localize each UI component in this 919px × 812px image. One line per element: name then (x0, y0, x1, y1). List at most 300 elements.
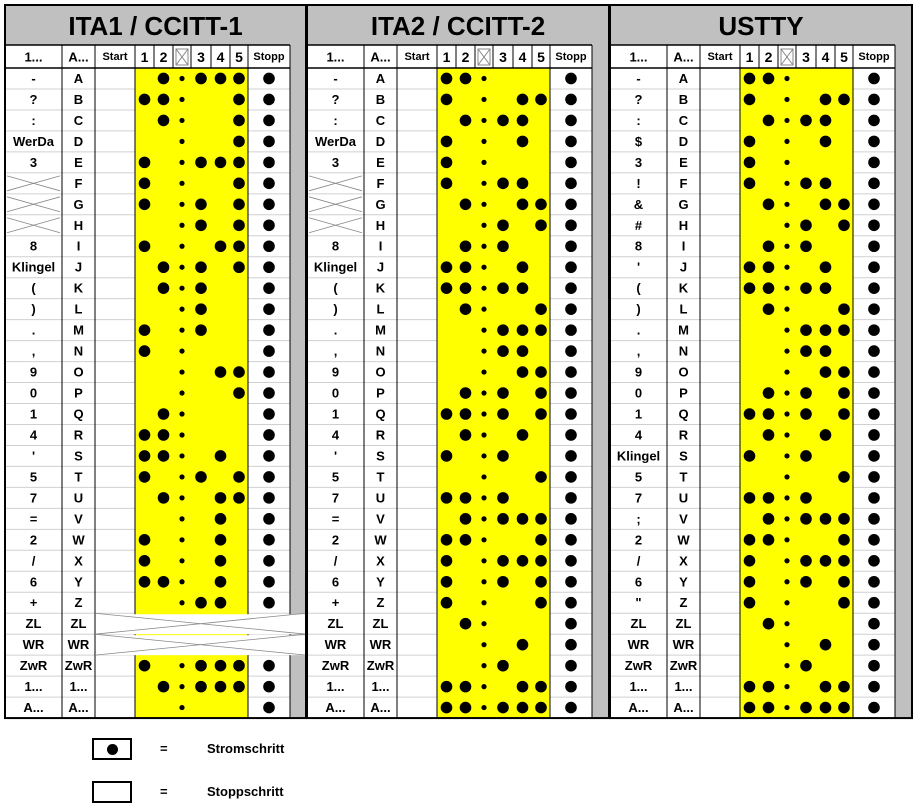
mark-hole (139, 324, 151, 336)
table-title: ITA1 / CCITT-1 (68, 11, 243, 41)
mark-hole (535, 597, 547, 609)
feed-hole (784, 181, 789, 186)
mark-hole (195, 199, 207, 211)
mark-hole (800, 702, 812, 714)
feed-hole (784, 286, 789, 291)
legend-empty-box (92, 781, 132, 803)
figure-char: : (636, 112, 641, 128)
stop-hole (565, 303, 577, 315)
mark-hole (820, 345, 832, 357)
mark-hole (497, 282, 509, 294)
feed-hole (784, 139, 789, 144)
stop-hole (868, 136, 880, 148)
figure-char: 1... (629, 679, 648, 695)
feed-hole (481, 705, 486, 710)
mark-hole (838, 702, 850, 714)
mark-hole (233, 681, 245, 693)
letter-char: ZL (70, 616, 87, 632)
bits-column (437, 68, 550, 718)
mark-hole (139, 534, 151, 546)
stop-hole (263, 576, 275, 588)
figure-char: , (31, 343, 36, 359)
stop-hole (565, 199, 577, 211)
figure-char: 0 (634, 385, 643, 401)
mark-hole (497, 115, 509, 127)
figure-char: 6 (634, 574, 643, 590)
feed-hole (784, 369, 789, 374)
stop-hole (565, 387, 577, 399)
mark-hole (800, 115, 812, 127)
letter-char: O (375, 364, 386, 380)
legend-equals: = (160, 784, 168, 799)
feed-hole (481, 139, 486, 144)
letter-char: J (376, 259, 385, 275)
figure-char: 5 (331, 469, 340, 485)
figure-char: , (636, 343, 641, 359)
stop-hole (868, 366, 880, 378)
feed-hole (784, 348, 789, 353)
feed-hole (481, 76, 486, 81)
mark-hole (744, 555, 756, 567)
letter-char: R (678, 427, 689, 443)
mark-hole (158, 576, 170, 588)
stop-hole (263, 240, 275, 252)
mark-hole (763, 282, 775, 294)
mark-hole (441, 261, 453, 273)
stop-hole (263, 345, 275, 357)
mark-hole (441, 94, 453, 106)
letter-char: I (681, 238, 686, 254)
mark-hole (535, 471, 547, 483)
code-table-2 (307, 5, 609, 718)
letter-char: D (375, 133, 386, 149)
mark-hole (820, 282, 832, 294)
letter-char: A (375, 70, 386, 86)
figure-char: & (633, 196, 644, 212)
feed-hole (784, 307, 789, 312)
header-stop: Stopp (555, 51, 587, 63)
figure-char: ) (31, 301, 36, 317)
figure-char: : (333, 112, 338, 128)
figure-char: ZwR (624, 658, 653, 674)
stop-hole (263, 429, 275, 441)
mark-hole (158, 450, 170, 462)
letter-char: C (73, 112, 84, 128)
mark-hole (535, 513, 547, 525)
stop-hole (868, 345, 880, 357)
table-side-bar (592, 45, 609, 718)
feed-hole (179, 537, 184, 542)
figure-char: 8 (331, 238, 340, 254)
mark-hole (215, 492, 227, 504)
stop-hole (868, 534, 880, 546)
stop-hole (263, 492, 275, 504)
letter-char: S (74, 448, 83, 464)
figure-char: 9 (29, 364, 38, 380)
letter-char: T (376, 469, 385, 485)
mark-hole (158, 94, 170, 106)
feed-hole (481, 474, 486, 479)
stop-hole (565, 555, 577, 567)
letter-char: ZwR (366, 658, 395, 674)
mark-hole (215, 597, 227, 609)
mark-hole (820, 681, 832, 693)
feed-hole (784, 579, 789, 584)
mark-hole (535, 681, 547, 693)
stop-hole (263, 324, 275, 336)
stop-hole (868, 324, 880, 336)
stop-hole (565, 702, 577, 714)
feed-hole (784, 160, 789, 165)
mark-hole (800, 555, 812, 567)
stop-hole (565, 136, 577, 148)
header-letters: A... (370, 49, 391, 65)
mark-hole (497, 576, 509, 588)
letter-char: WR (67, 637, 90, 653)
header-figures: 1... (326, 49, 345, 65)
letter-char: R (73, 427, 84, 443)
header-bit-2: 2 (461, 49, 470, 65)
mark-hole (233, 94, 245, 106)
mark-hole (820, 261, 832, 273)
mark-hole (195, 660, 207, 672)
figure-char: ZwR (321, 658, 350, 674)
stop-hole (263, 471, 275, 483)
mark-hole (838, 303, 850, 315)
figure-char: Klingel (616, 448, 661, 464)
feed-hole (481, 390, 486, 395)
feed-hole (481, 411, 486, 416)
letter-char: Q (73, 406, 84, 422)
feed-hole (481, 600, 486, 605)
mark-hole (517, 555, 529, 567)
mark-hole (139, 450, 151, 462)
mark-hole (800, 178, 812, 190)
mark-hole (215, 240, 227, 252)
stop-hole (868, 387, 880, 399)
mark-hole (460, 513, 472, 525)
mark-hole (441, 597, 453, 609)
letter-char: W (374, 532, 387, 548)
letter-char: K (73, 280, 84, 296)
stop-hole (868, 240, 880, 252)
mark-hole (441, 408, 453, 420)
letter-char: T (74, 469, 83, 485)
mark-hole (139, 240, 151, 252)
figure-char: 1 (29, 406, 38, 422)
letter-char: WR (672, 637, 695, 653)
header-bit-5: 5 (537, 49, 545, 65)
figure-char: 3 (29, 154, 38, 170)
feed-hole (481, 265, 486, 270)
stop-hole (868, 513, 880, 525)
stop-hole (565, 534, 577, 546)
stop-hole (565, 471, 577, 483)
mark-hole (800, 408, 812, 420)
mark-hole (744, 282, 756, 294)
mark-hole (460, 73, 472, 85)
letter-char: N (678, 343, 689, 359)
figure-char: ( (333, 280, 338, 296)
mark-hole (441, 178, 453, 190)
mark-hole (763, 240, 775, 252)
feed-hole (481, 432, 486, 437)
mark-hole (441, 157, 453, 169)
feed-hole (784, 432, 789, 437)
mark-hole (517, 513, 529, 525)
figure-char: ! (636, 175, 641, 191)
feed-hole (784, 223, 789, 228)
header-bit-2: 2 (764, 49, 773, 65)
feed-hole (481, 223, 486, 228)
stop-hole (565, 261, 577, 273)
mark-hole (215, 73, 227, 85)
mark-hole (497, 513, 509, 525)
letter-char: X (679, 553, 688, 569)
feed-hole (179, 307, 184, 312)
letter-char: Z (376, 595, 385, 611)
mark-hole (763, 261, 775, 273)
stop-hole (263, 387, 275, 399)
figure-char: Klingel (11, 259, 56, 275)
figure-char: ) (636, 301, 641, 317)
letter-char: X (74, 553, 83, 569)
mark-hole (820, 178, 832, 190)
mark-hole (497, 219, 509, 231)
letter-char: A... (68, 700, 89, 716)
mark-hole (838, 94, 850, 106)
stop-hole (868, 555, 880, 567)
stop-hole (868, 429, 880, 441)
mark-hole (800, 345, 812, 357)
figure-char: 2 (634, 532, 643, 548)
mark-hole (517, 178, 529, 190)
mark-hole (838, 597, 850, 609)
stop-hole (565, 178, 577, 190)
letter-char: O (73, 364, 84, 380)
code-row (26, 613, 306, 634)
letter-char: C (375, 112, 386, 128)
stop-hole (565, 618, 577, 630)
stop-hole (868, 73, 880, 85)
letter-char: B (73, 91, 84, 107)
figure-char: Klingel (313, 259, 358, 275)
letter-char: G (73, 196, 84, 212)
feed-hole (784, 97, 789, 102)
header-bit-5: 5 (840, 49, 848, 65)
feed-hole (481, 663, 486, 668)
stop-hole (263, 282, 275, 294)
mark-hole (744, 576, 756, 588)
mark-hole (158, 408, 170, 420)
figure-char: ) (333, 301, 338, 317)
mark-hole (460, 408, 472, 420)
feed-hole (179, 558, 184, 563)
figure-char: " (635, 595, 642, 611)
mark-hole (517, 366, 529, 378)
mark-hole (800, 450, 812, 462)
mark-hole (838, 513, 850, 525)
mark-hole (441, 534, 453, 546)
mark-hole (838, 408, 850, 420)
header-bit-2: 2 (159, 49, 168, 65)
header-bit-1: 1 (140, 49, 149, 65)
figure-char: ? (331, 91, 340, 107)
feed-hole (481, 621, 486, 626)
mark-hole (744, 73, 756, 85)
stop-hole (868, 94, 880, 106)
mark-hole (820, 513, 832, 525)
figure-char: ? (29, 91, 38, 107)
feed-hole (179, 495, 184, 500)
header-letters: A... (673, 49, 694, 65)
stop-hole (565, 681, 577, 693)
letter-char: F (74, 175, 83, 191)
header-bit-3: 3 (499, 49, 507, 65)
stop-hole (868, 450, 880, 462)
mark-hole (744, 702, 756, 714)
figure-char: 7 (29, 490, 38, 506)
code-table-3 (610, 5, 912, 718)
figure-char: - (333, 70, 338, 86)
feed-hole (179, 348, 184, 353)
feed-hole (179, 160, 184, 165)
mark-hole (744, 94, 756, 106)
feed-hole (481, 579, 486, 584)
mark-hole (838, 387, 850, 399)
feed-hole (481, 684, 486, 689)
stop-hole (868, 618, 880, 630)
mark-hole (460, 534, 472, 546)
mark-hole (195, 157, 207, 169)
legend-stromschritt-label: Stromschritt (207, 741, 285, 756)
mark-hole (139, 576, 151, 588)
mark-hole (535, 702, 547, 714)
letter-char: S (376, 448, 385, 464)
letter-char: Z (679, 595, 688, 611)
mark-hole (535, 366, 547, 378)
header-letters: A... (68, 49, 89, 65)
mark-hole (233, 73, 245, 85)
mark-hole (497, 492, 509, 504)
figure-char: - (636, 70, 641, 86)
stop-hole (868, 639, 880, 651)
mark-hole (139, 471, 151, 483)
stop-hole (868, 660, 880, 672)
mark-hole (139, 199, 151, 211)
mark-hole (233, 199, 245, 211)
mark-hole (517, 94, 529, 106)
mark-hole (820, 555, 832, 567)
mark-hole (744, 492, 756, 504)
legend-equals: = (160, 741, 168, 756)
figure-char: 1... (326, 679, 345, 695)
stop-hole (868, 597, 880, 609)
mark-hole (763, 73, 775, 85)
mark-hole (158, 73, 170, 85)
mark-hole (215, 660, 227, 672)
figure-char: 6 (29, 574, 38, 590)
mark-hole (195, 597, 207, 609)
figure-char: 1... (24, 679, 43, 695)
letter-char: K (678, 280, 689, 296)
stop-hole (565, 115, 577, 127)
stop-hole (565, 73, 577, 85)
figure-char: # (634, 217, 643, 233)
mark-hole (838, 471, 850, 483)
figure-char: = (331, 511, 340, 527)
legend-dot-box (92, 738, 132, 760)
feed-hole (784, 642, 789, 647)
stop-hole (868, 115, 880, 127)
feed-hole (179, 369, 184, 374)
mark-hole (820, 94, 832, 106)
letter-char: V (376, 511, 385, 527)
letter-char: Y (376, 574, 385, 590)
letter-char: R (375, 427, 386, 443)
mark-hole (460, 387, 472, 399)
mark-hole (233, 136, 245, 148)
header-start: Start (707, 51, 733, 63)
mark-hole (800, 240, 812, 252)
mark-hole (139, 429, 151, 441)
feed-hole (179, 244, 184, 249)
feed-hole (784, 411, 789, 416)
feed-hole (784, 202, 789, 207)
stop-hole (565, 408, 577, 420)
feed-hole (179, 579, 184, 584)
letter-char: B (678, 91, 689, 107)
feed-hole (784, 663, 789, 668)
letter-char: F (376, 175, 385, 191)
mark-hole (800, 660, 812, 672)
letter-char: A... (673, 700, 694, 716)
stop-hole (565, 345, 577, 357)
feed-hole (481, 202, 486, 207)
feed-hole (179, 265, 184, 270)
mark-hole (517, 639, 529, 651)
figure-char: 2 (29, 532, 38, 548)
mark-hole (441, 282, 453, 294)
mark-hole (460, 681, 472, 693)
feed-hole (784, 684, 789, 689)
mark-hole (441, 702, 453, 714)
stop-hole (868, 408, 880, 420)
stop-hole (868, 576, 880, 588)
mark-hole (517, 261, 529, 273)
figure-char: WR (22, 637, 45, 653)
feed-hole (179, 328, 184, 333)
mark-hole (497, 702, 509, 714)
feed-hole (784, 495, 789, 500)
mark-hole (517, 324, 529, 336)
mark-hole (158, 261, 170, 273)
mark-hole (139, 345, 151, 357)
table-side-bar (895, 45, 912, 718)
figure-char: 8 (634, 238, 643, 254)
mark-hole (763, 681, 775, 693)
mark-hole (820, 136, 832, 148)
mark-hole (195, 219, 207, 231)
feed-hole (481, 160, 486, 165)
figure-char: / (636, 553, 641, 569)
stop-hole (263, 303, 275, 315)
letter-char: Z (74, 595, 83, 611)
stop-hole (565, 597, 577, 609)
mark-hole (215, 450, 227, 462)
figure-char: 4 (331, 427, 340, 443)
mark-hole (517, 136, 529, 148)
